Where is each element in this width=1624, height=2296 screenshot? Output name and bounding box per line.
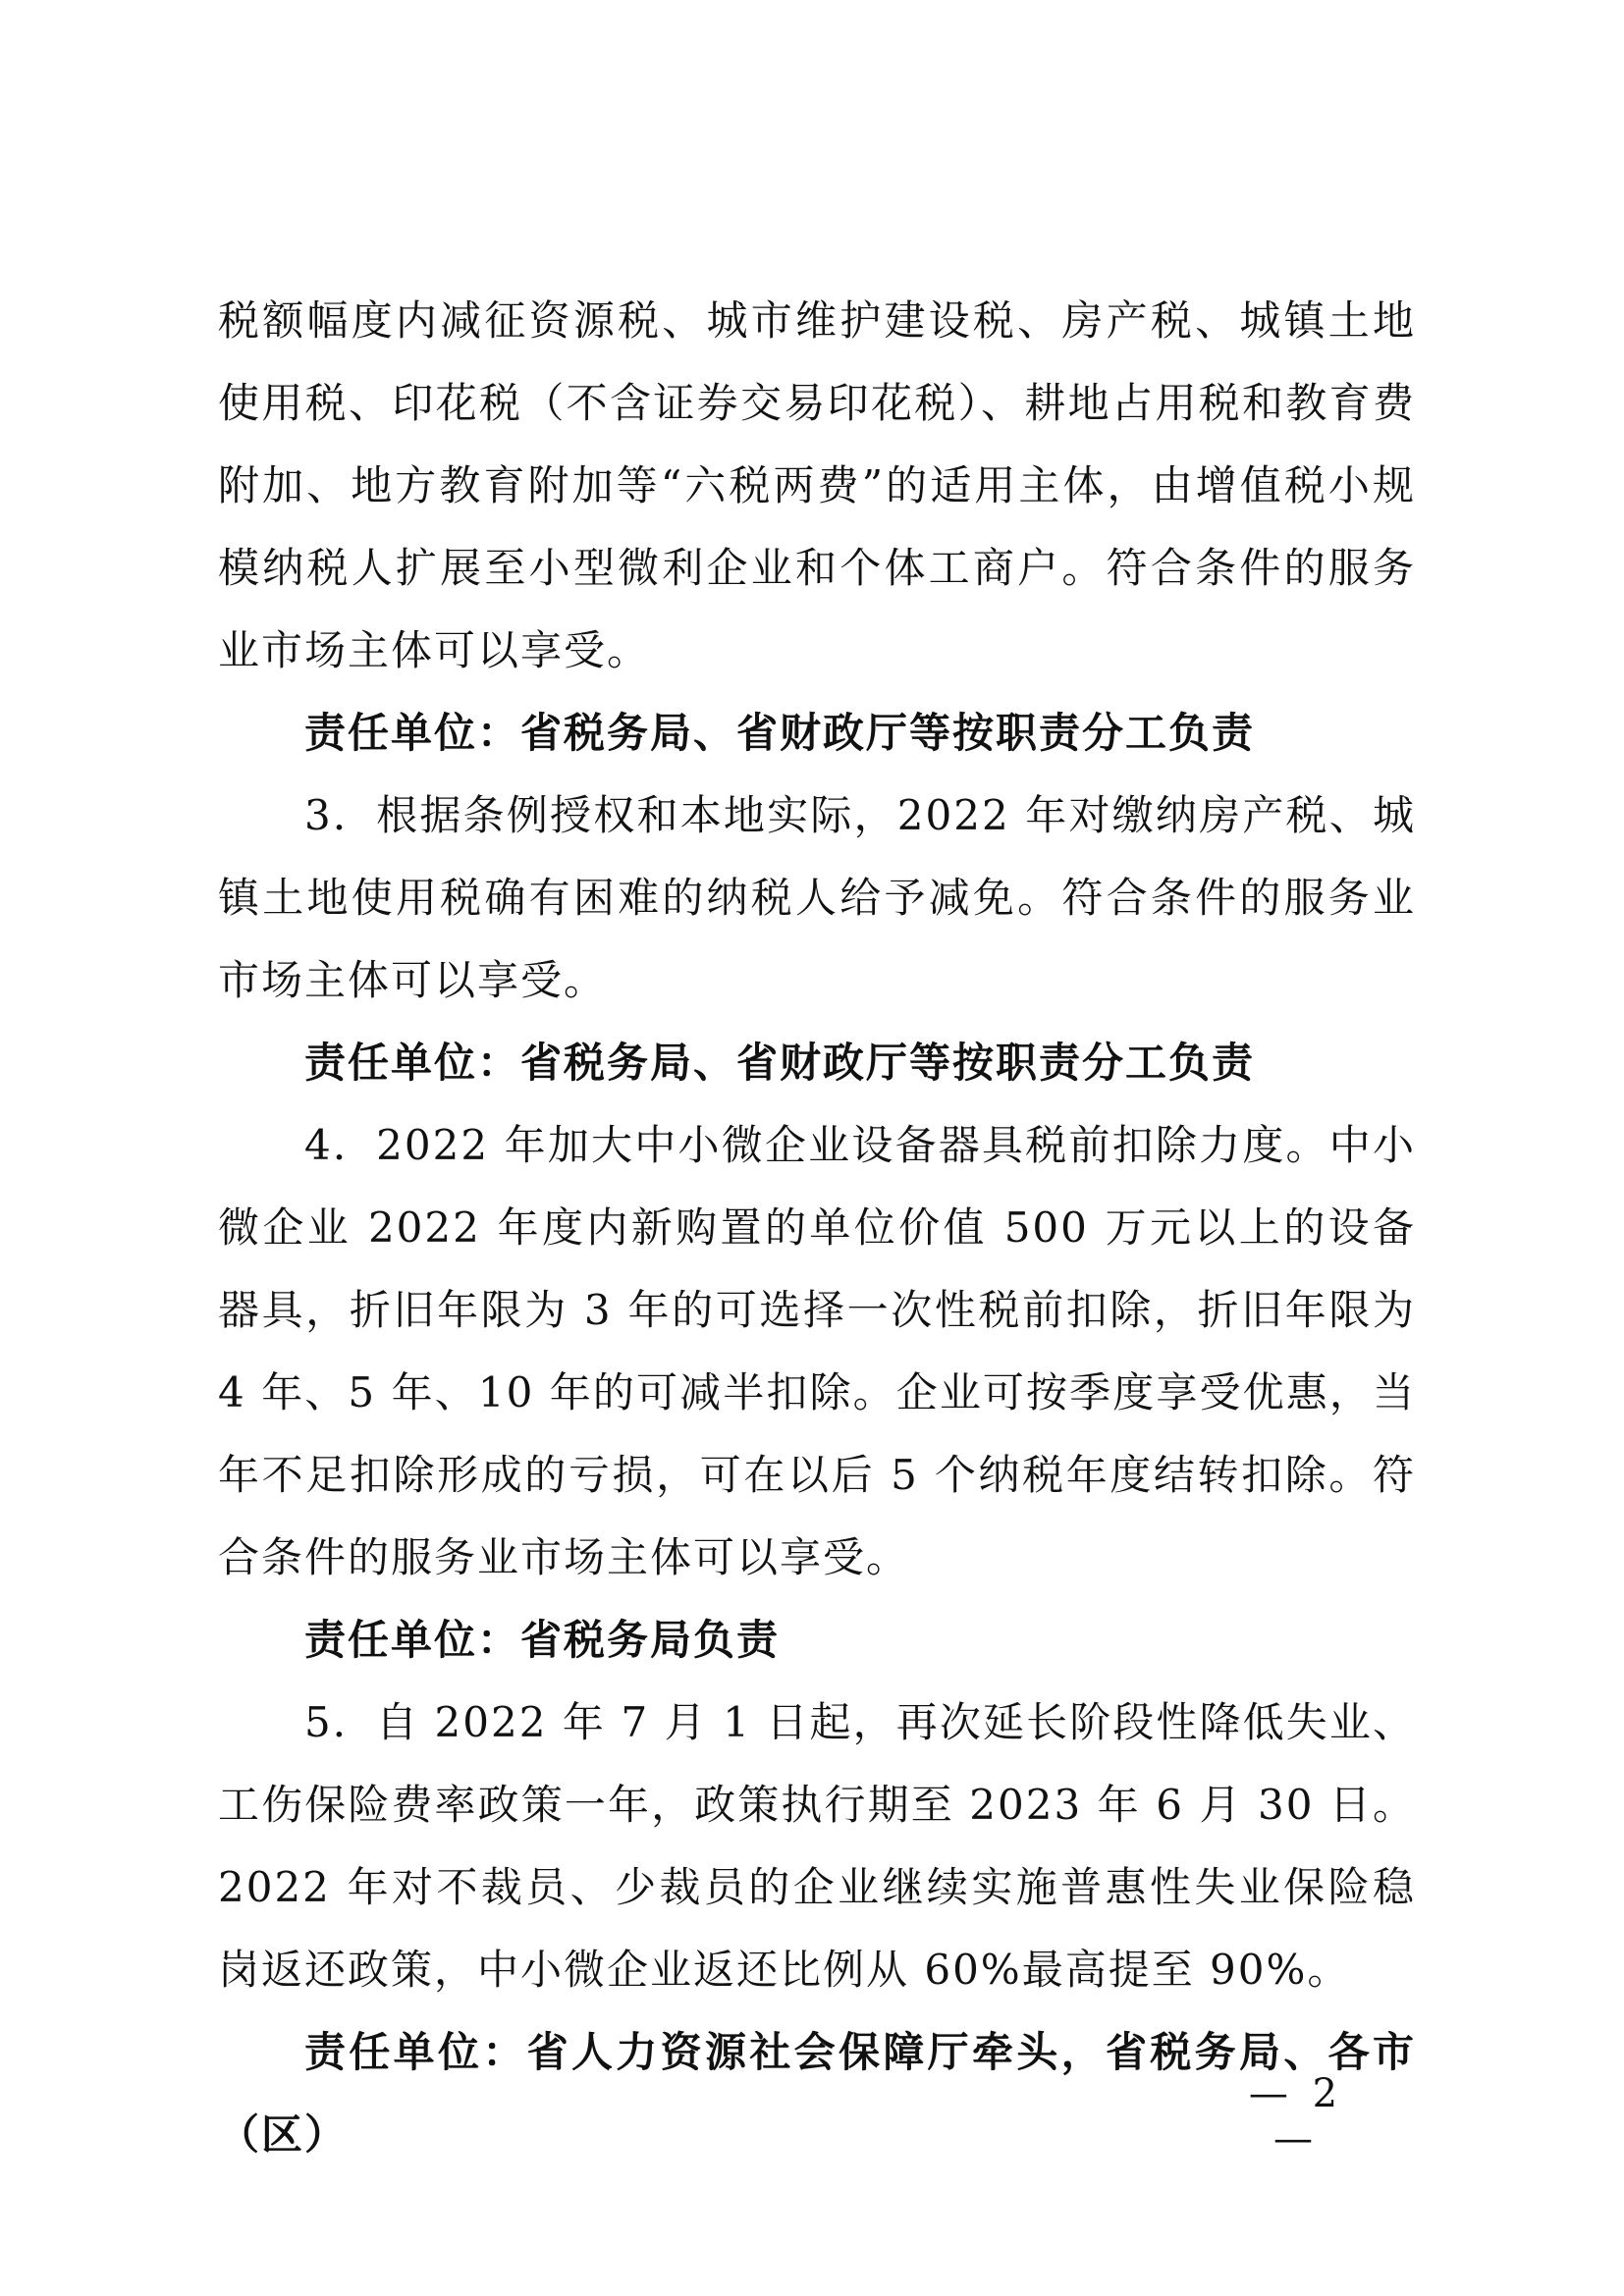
responsibility-line: 责任单位：省人力资源社会保障厅牵头，省税务局、各市（区） xyxy=(218,2028,1416,2159)
page-number: — 2 — xyxy=(1248,2071,1344,2162)
paragraph-continuation: 税额幅度内减征资源税、城市维护建设税、房产税、城镇土地使用税、印花税（不含证券交易印花税）、耕地占用税和教育费附加、地方教育附加等“六税两费”的适用主体，由增值税小规模纳税人扩展至小型微利企业和个体工商户。符合条件的服务业市场主体可以享受。 xyxy=(218,296,1416,674)
responsibility-line: 责任单位：省税务局、省财政厅等按职责分工负责 xyxy=(304,1039,1256,1087)
item-4-paragraph: 4．2022 年加大中小微企业设备器具税前扣除力度。中小微企业 2022 年度内新购置的单位价值 500 万元以上的设备器具，折旧年限为 3 年的可选择一次性税前扣除，折旧年限为 4 年、5 年、10 年的可减半扣除。企业可按季度享受优惠，当年不足扣除形成的亏损，可在以后 5 个纳税年度结转扣除。符合条件的服务业市场主体可以享受。 xyxy=(218,1121,1416,1581)
responsibility-line: 责任单位：省税务局、省财政厅等按职责分工负责 xyxy=(304,709,1256,757)
item-5-paragraph: 5．自 2022 年 7 月 1 日起，再次延长阶段性降低失业、工伤保险费率政策一年，政策执行期至 2023 年 6 月 30 日。2022 年对不裁员、少裁员的企业继续实施普惠性失业保险稳岗返还政策，中小微企业返还比例从 60%最高提至 90%。 xyxy=(218,1698,1416,1994)
responsibility-line: 责任单位：省税务局负责 xyxy=(304,1616,781,1664)
item-3-paragraph: 3．根据条例授权和本地实际，2022 年对缴纳房产税、城镇土地使用税确有困难的纳税人给予减免。符合条件的服务业市场主体可以享受。 xyxy=(218,791,1416,1004)
body-text xyxy=(218,280,1416,2176)
